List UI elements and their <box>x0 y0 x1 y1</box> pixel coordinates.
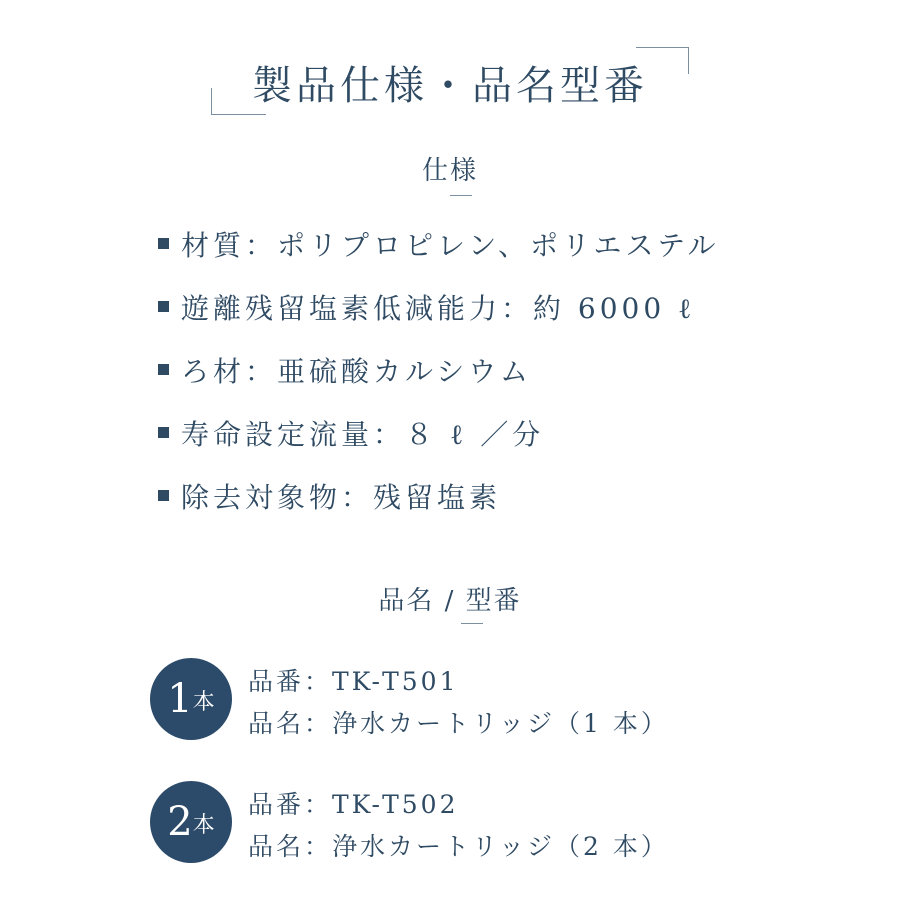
badge-number: 2 <box>167 799 193 845</box>
square-bullet-icon <box>158 427 169 438</box>
badge-unit: 本 <box>192 813 215 838</box>
badge-unit: 本 <box>192 690 215 715</box>
spec-item <box>158 275 720 338</box>
title-block <box>0 40 900 120</box>
square-bullet-icon <box>158 301 169 312</box>
product-name: 品名：浄水カートリッジ（1 本） <box>248 709 669 738</box>
quantity-badge <box>150 658 232 740</box>
spec-item <box>158 212 720 275</box>
product-card <box>150 658 770 748</box>
product-name: 品名：浄水カートリッジ（2 本） <box>248 832 669 861</box>
square-bullet-icon <box>158 364 169 375</box>
product-heading-rule <box>461 623 483 624</box>
spec-text: 材質：ポリプロピレン、ポリエステル <box>181 228 720 262</box>
model-number: 品番：TK-T501 <box>248 667 459 696</box>
spec-item <box>158 338 720 401</box>
quantity-badge <box>150 781 232 863</box>
square-bullet-icon <box>158 238 169 249</box>
spec-text: 寿命設定流量：８ ℓ ／分 <box>181 417 545 451</box>
spec-text: 除去対象物：残留塩素 <box>181 480 502 514</box>
badge-number: 1 <box>167 676 193 722</box>
product-card <box>150 781 770 871</box>
spec-item <box>158 401 720 464</box>
spec-text: ろ材：亜硫酸カルシウム <box>181 354 533 388</box>
spec-item <box>158 464 720 527</box>
page-title: 製品仕様・品名型番 <box>252 63 648 109</box>
spec-text: 遊離残留塩素低減能力：約 6000 ℓ <box>181 291 696 325</box>
spec-heading: 仕様 <box>421 156 478 186</box>
spec-list <box>158 212 720 527</box>
model-number: 品番：TK-T502 <box>248 790 459 819</box>
product-heading: 品名 / 型番 <box>378 586 522 616</box>
square-bullet-icon <box>158 490 169 501</box>
spec-heading-rule <box>450 195 472 196</box>
